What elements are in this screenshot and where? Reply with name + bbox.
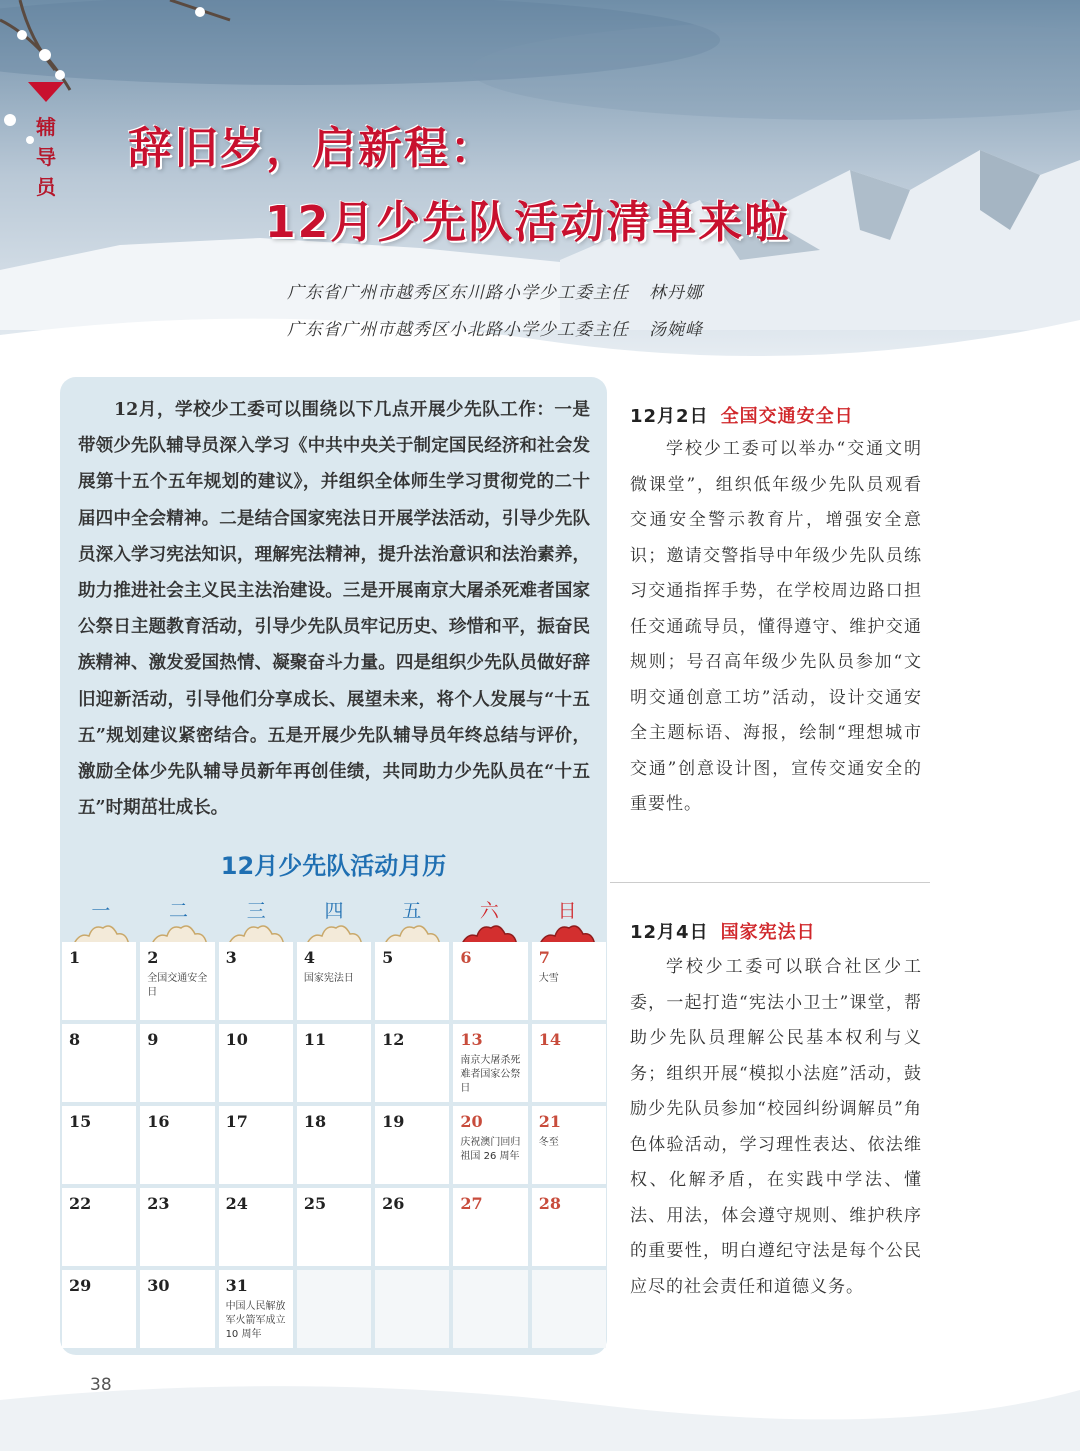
calendar-day-number: 7: [538, 948, 550, 967]
calendar-day-cell: [453, 1106, 527, 1184]
calendar-day-number: 4: [303, 948, 315, 967]
author-name: 林丹娜: [649, 283, 703, 303]
calendar-day-number: 9: [147, 1030, 159, 1049]
calendar-day-cell: [140, 1024, 214, 1102]
calendar-day-number: 24: [225, 1194, 248, 1213]
page-number: 38: [90, 1375, 112, 1395]
entry-date-heading: [630, 918, 816, 944]
calendar-day-number: 16: [147, 1112, 170, 1131]
calendar-day-cell: [453, 1270, 527, 1348]
calendar-day-number: 20: [460, 1112, 483, 1131]
calendar-day-number: 13: [460, 1030, 483, 1049]
calendar-event-label: 庆祝澳门回归祖国 26 周年: [460, 1137, 521, 1162]
entry-date-heading: [630, 402, 854, 428]
calendar-day-cell: [297, 1024, 371, 1102]
entry-date: 12月2日: [630, 406, 709, 427]
weekday-label: 一: [91, 900, 111, 922]
calendar-day-number: 1: [69, 948, 81, 967]
calendar-event-label: 全国交通安全日: [147, 973, 208, 998]
section-divider: [610, 882, 930, 883]
entry-observance: 国家宪法日: [720, 922, 816, 943]
weekday-label: 六: [479, 900, 499, 922]
calendar-day-cell: [453, 1188, 527, 1266]
calendar-day-number: 27: [460, 1194, 483, 1213]
calendar-day-cell: [219, 1024, 293, 1102]
entry-observance: 全国交通安全日: [720, 406, 854, 427]
calendar-weekday-header: [62, 896, 606, 923]
calendar-day-cell: [62, 1270, 136, 1348]
calendar-day-cell: [140, 1106, 214, 1184]
calendar-day-cell: [532, 1106, 606, 1184]
calendar-day-number: 2: [147, 948, 159, 967]
intro-paragraph: 12月，学校少工委可以围绕以下几点开展少先队工作：一是带领少先队辅导员深入学习《中共中央关于制定国民经济和社会发展第十五个五年规划的建议》，并组织全体师生学习贯彻党的二十届四中全会精神。二是结合国家宪法日开展学法活动，引导少先队员深入学习宪法知识，理解宪法精神，提升法治意识和法治素养，助力推进社会主义民主法治建设。三是开展南京大屠杀死难者国家公祭日主题教育活动，引导少先队员牢记历史、珍惜和平，振奋民族精神、激发爱国热情、凝聚奋斗力量。四是组织少先队员做好辞旧迎新活动，引导他们分享成长、展望未来，将个人发展与“十五五”规划建议紧密结合。五是开展少先队辅导员年终总结与评价，激励全体少先队辅导员新年再创佳绩，共同助力少先队员在“十五五”时期茁壮成长。: [78, 400, 590, 819]
calendar-day-cell: [532, 1188, 606, 1266]
brand-triangle-icon: [28, 82, 64, 102]
calendar-day-cell: [219, 1270, 293, 1348]
brand-label: 辅导员: [36, 115, 56, 199]
author-org: 广东省广州市越秀区东川路小学少工委主任: [287, 283, 629, 303]
footer-wave-decoration: [0, 1360, 1080, 1451]
calendar-day-number: 17: [225, 1112, 248, 1131]
calendar-event-label: 冬至: [538, 1137, 559, 1148]
calendar-event-label: 国家宪法日: [303, 973, 354, 984]
calendar-day-number: 18: [303, 1112, 327, 1131]
calendar-day-cell: [375, 942, 449, 1020]
calendar-day-cell: [219, 1188, 293, 1266]
calendar-day-cell: [297, 1106, 371, 1184]
calendar-day-number: 22: [69, 1194, 92, 1213]
calendar-day-cell: [375, 1106, 449, 1184]
calendar-day-cell: [532, 1024, 606, 1102]
weekday-label: 三: [246, 900, 266, 922]
calendar-day-cell: [375, 1270, 449, 1348]
calendar-day-number: 5: [382, 948, 394, 967]
weekday-label: 五: [402, 900, 422, 922]
calendar-day-cell: [62, 1106, 136, 1184]
weekday-label: 日: [557, 900, 577, 922]
calendar-day-number: 15: [69, 1112, 92, 1131]
calendar-event-label: 中国人民解放军火箭军成立 10 周年: [225, 1301, 286, 1340]
calendar-day-cell: [297, 1270, 371, 1348]
calendar-day-number: 21: [538, 1112, 561, 1131]
calendar-day-number: 26: [382, 1194, 405, 1213]
weekday-label: 二: [169, 900, 189, 922]
calendar-event-label: 南京大屠杀死难者国家公祭日: [460, 1055, 521, 1094]
calendar-day-cell: [375, 1188, 449, 1266]
calendar-day-cell: [219, 1106, 293, 1184]
page-title-line-1: 辞旧岁，启新程：: [128, 123, 496, 174]
calendar-day-number: 14: [538, 1030, 561, 1049]
calendar-day-number: 10: [225, 1030, 248, 1049]
weekday-label: 四: [324, 900, 344, 922]
author-line: [287, 315, 703, 340]
page-title-line-2: 12月少先队活动清单来啦: [265, 197, 791, 248]
entry-body: 学校少工委可以联合社区少工委，一起打造“宪法小卫士”课堂，帮助少先队员理解公民基本权利与义务；组织开展“模拟小法庭”活动，鼓励少先队员参加“校园纠纷调解员”角色体验活动，学习理性表达、依法维权、化解矛盾，在实践中学法、懂法、用法，体会遵守规则、维护秩序的重要性，明白遵纪守法是每个公民应尽的社会责任和道德义务。: [630, 957, 922, 1297]
calendar-day-cell: [297, 942, 371, 1020]
header-banner: [0, 0, 1080, 390]
author-org: 广东省广州市越秀区小北路小学少工委主任: [287, 320, 629, 340]
author-line: [287, 278, 703, 303]
calendar-event-label: 大雪: [538, 973, 559, 984]
calendar-day-number: 6: [460, 948, 472, 967]
entry-body: 学校少工委可以举办“交通文明微课堂”，组织低年级少先队员观看交通安全警示教育片，增强安全意识；邀请交警指导中年级少先队员练习交通指挥手势，在学校周边路口担任交通疏导员，懂得遵守、维护交通规则；号召高年级少先队员参加“文明交通创意工坊”活动，设计交通安全主题标语、海报，绘制“理想城市交通”创意设计图，宣传交通安全的重要性。: [630, 439, 922, 814]
entry-date: 12月4日: [630, 922, 709, 943]
calendar-day-cell: [62, 942, 136, 1020]
calendar-title: 12月少先队活动月历: [220, 852, 447, 880]
calendar-day-number: 23: [147, 1194, 170, 1213]
calendar-day-number: 12: [382, 1030, 405, 1049]
calendar-day-cell: [297, 1188, 371, 1266]
calendar-day-number: 31: [225, 1276, 248, 1295]
calendar-grid: [62, 942, 606, 1348]
calendar-day-cell: [62, 1188, 136, 1266]
calendar-day-number: 28: [538, 1194, 561, 1213]
calendar-day-cell: [532, 1270, 606, 1348]
calendar-day-cell: [453, 1024, 527, 1102]
calendar-day-cell: [375, 1024, 449, 1102]
author-name: 汤婉峰: [649, 320, 703, 340]
calendar-day-cell: [62, 1024, 136, 1102]
calendar-day-number: 29: [69, 1276, 92, 1295]
calendar-day-cell: [453, 942, 527, 1020]
calendar-day-cell: [140, 1270, 214, 1348]
calendar-day-cell: [140, 1188, 214, 1266]
calendar-day-cell: [219, 942, 293, 1020]
calendar-day-cell: [140, 942, 214, 1020]
calendar-day-number: 25: [303, 1194, 327, 1213]
calendar-day-number: 3: [225, 948, 237, 967]
calendar-day-number: 11: [303, 1030, 327, 1049]
calendar-day-number: 8: [69, 1030, 81, 1049]
calendar-day-cell: [532, 942, 606, 1020]
calendar-day-number: 30: [147, 1276, 170, 1295]
calendar-day-number: 19: [382, 1112, 405, 1131]
